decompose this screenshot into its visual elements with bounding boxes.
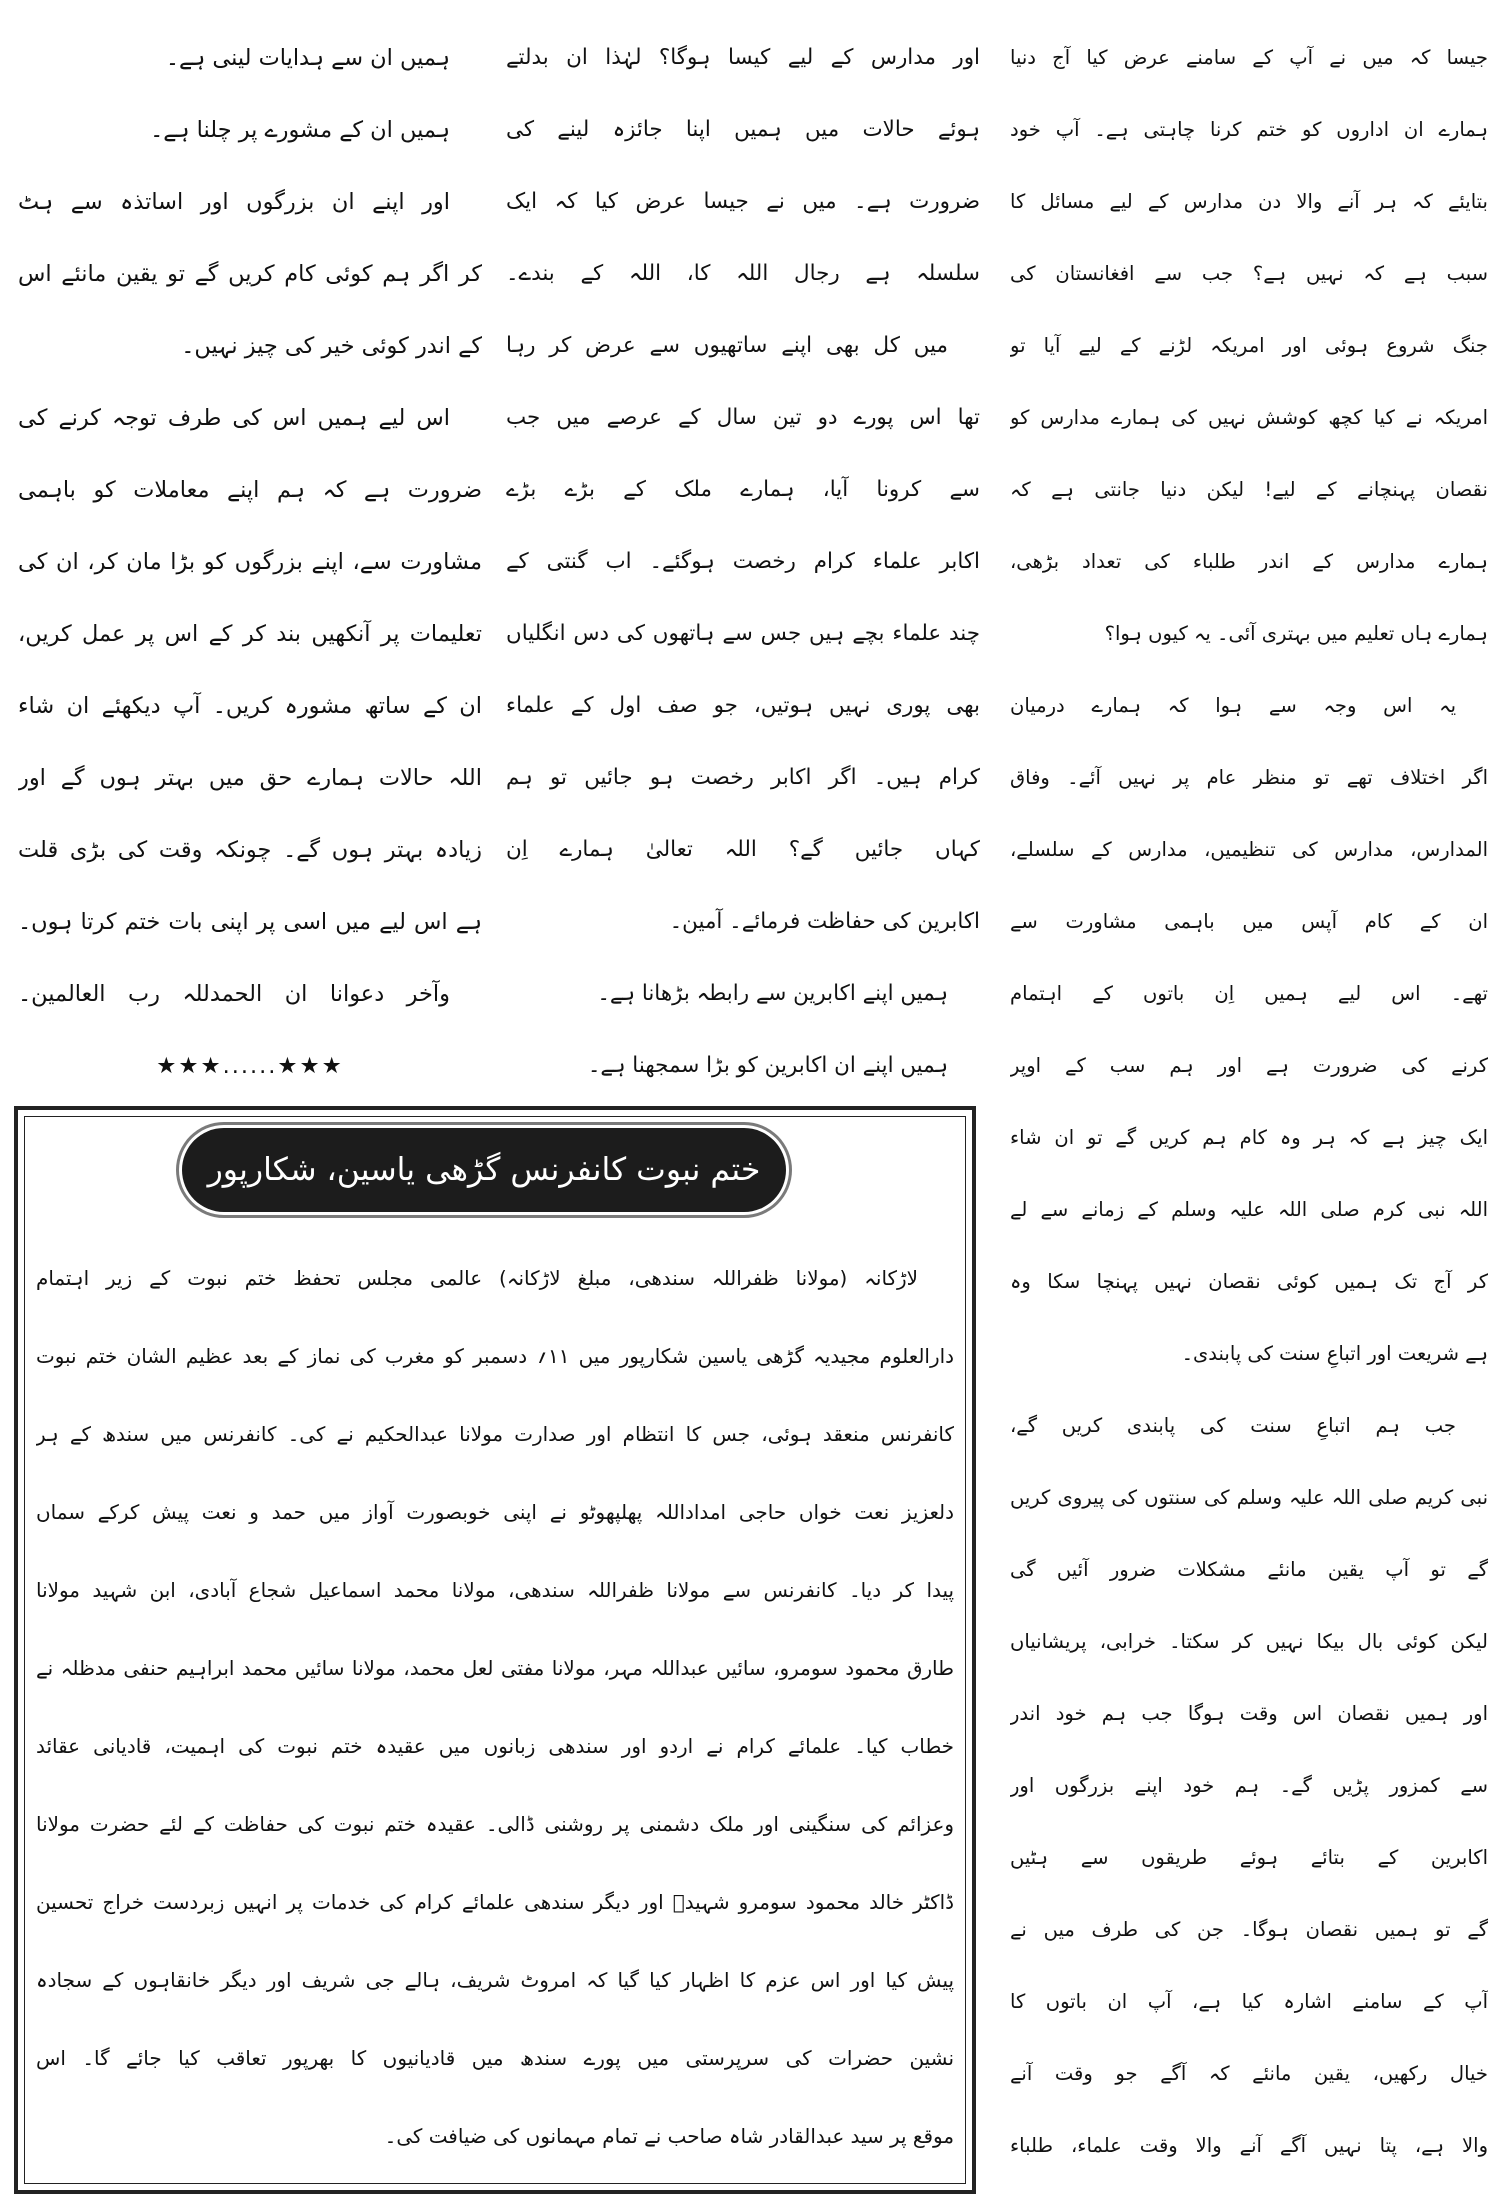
news-box-body bbox=[36, 1240, 954, 2176]
text-line: ہمیں ان کے مشورے پر چلنا ہے۔ bbox=[150, 117, 450, 143]
text-line: بتایئے کہ ہر آنے والا دن مدارس کے لیے مسائل کا bbox=[1010, 190, 1488, 213]
text-line: اللہ نبی کرم صلی اللہ علیہ وسلم کے زمانے سے لے bbox=[1010, 1198, 1488, 1221]
text-line: گے تو ہمیں نقصان ہوگا۔ جن کی طرف میں نے bbox=[1010, 1918, 1488, 1941]
text-line: گے تو آپ یقین مانئے مشکلات ضرور آئیں گی bbox=[1010, 1558, 1488, 1581]
text-line: ہوئے حالات میں ہمیں اپنا جائزہ لینے کی bbox=[506, 117, 980, 142]
text-line: اور مدارس کے لیے کیسا ہوگا؟ لہٰذا ان بدلتے bbox=[506, 45, 980, 70]
text-line: کر آج تک ہمیں کوئی نقصان نہیں پہنچا سکا وہ bbox=[1010, 1270, 1488, 1293]
text-line: جب ہم اتباعِ سنت کی پابندی کریں گے، bbox=[1010, 1414, 1456, 1437]
text-line: دارالعلوم مجیدیہ گڑھی یاسین شکارپور میں ۱۱؍ دسمبر کو مغرب کی نماز کے بعد عظیم الشان ختم نبوت bbox=[36, 1345, 954, 1368]
text-line: المدارس، مدارس کی تنظیمیں، مدارس کے سلسلے، bbox=[1010, 838, 1488, 861]
text-line: اور اپنے ان بزرگوں اور اساتذہ سے ہٹ bbox=[18, 189, 450, 215]
text-line: ہے شریعت اور اتباعِ سنت کی پابندی۔ bbox=[1181, 1342, 1488, 1365]
text-line: یہ اس وجہ سے ہوا کہ ہمارے درمیان bbox=[1010, 694, 1456, 717]
text-line: ایک چیز ہے کہ ہر وہ کام ہم کریں گے تو ان شاء bbox=[1010, 1126, 1488, 1149]
text-line: بھی پوری نہیں ہوتیں، جو صف اول کے علماء bbox=[506, 693, 980, 718]
text-line: خطاب کیا۔ علمائے کرام نے اردو اور سندھی زبانوں میں عقیدہ ختم نبوت کی اہمیت، قادیانی عقائد bbox=[36, 1735, 954, 1758]
text-line: ہمارے مدارس کے اندر طلباء کی تعداد بڑھی، bbox=[1010, 550, 1488, 573]
text-line: نبی کریم صلی اللہ علیہ وسلم کی سنتوں کی پیروی کریں bbox=[1010, 1486, 1488, 1509]
text-line: آپ کے سامنے اشارہ کیا ہے، آپ ان باتوں کا bbox=[1010, 1990, 1488, 2013]
text-line: کرنے کی ضرورت ہے اور ہم سب کے اوپر bbox=[1010, 1054, 1488, 1077]
text-line: ڈاکٹر خالد محمود سومرو شہیدؒ اور دیگر سندھی علمائے کرام کی خدمات پر انہیں زبردست خراج تحسین bbox=[36, 1891, 954, 1914]
text-line: خیال رکھیں، یقین مانئے کہ آگے جو وقت آنے bbox=[1010, 2062, 1488, 2085]
text-line: سلسلہ ہے رجال اللہ کا، اللہ کے بندے۔ bbox=[506, 261, 980, 286]
text-line: لیکن کوئی بال بیکا نہیں کر سکتا۔ خرابی، پریشانیاں bbox=[1010, 1630, 1488, 1653]
article-column-left bbox=[18, 22, 482, 1102]
text-line: دلعزیز نعت خواں حاجی امداداللہ پھلپھوٹو نے اپنی خوبصورت آواز میں حمد و نعت پیش کرکے سماں bbox=[36, 1501, 954, 1524]
article-column-right bbox=[1010, 22, 1488, 2182]
text-line: طارق محمود سومرو، سائیں عبداللہ مہر، مولانا مفتی لعل محمد، مولانا سائیں محمد ابراہیم حنفی مدظلہ نے bbox=[36, 1657, 954, 1680]
text-line: ہمیں ان سے ہدایات لینی ہے۔ bbox=[165, 45, 450, 71]
separator-stars: ★★★......★★★ bbox=[156, 1053, 344, 1079]
text-line: سبب ہے کہ نہیں ہے؟ جب سے افغانستان کی bbox=[1010, 262, 1488, 285]
text-line: ہمارے ہاں تعلیم میں بہتری آئی۔ یہ کیوں ہوا؟ bbox=[1104, 622, 1488, 645]
text-line: جیسا کہ میں نے آپ کے سامنے عرض کیا آج دنیا bbox=[1010, 46, 1488, 69]
text-line: ہمیں اپنے اکابرین سے رابطہ بڑھانا ہے۔ bbox=[597, 981, 948, 1006]
text-line: کہاں جائیں گے؟ اللہ تعالیٰ ہمارے اِن bbox=[506, 837, 980, 862]
news-box-title-banner bbox=[182, 1128, 786, 1212]
text-line: سے کرونا آیا، ہمارے ملک کے بڑے بڑے bbox=[506, 477, 980, 502]
text-line: ان کے ساتھ مشورہ کریں۔ آپ دیکھئے ان شاء bbox=[18, 693, 482, 719]
text-line: اس لیے ہمیں اس کی طرف توجہ کرنے کی bbox=[18, 405, 450, 431]
news-box bbox=[14, 1106, 976, 2194]
text-line: اگر اختلاف تھے تو منظر عام پر نہیں آئے۔ وفاق bbox=[1010, 766, 1488, 789]
text-line: کانفرنس منعقد ہوئی، جس کا انتظام اور صدارت مولانا عبدالحکیم نے کی۔ کانفرنس میں سندھ کے ہر bbox=[36, 1423, 954, 1446]
text-line: ہے اس لیے میں اسی پر اپنی بات ختم کرتا ہوں۔ bbox=[18, 909, 482, 935]
text-line: پیدا کر دیا۔ کانفرنس سے مولانا ظفراللہ سندھی، مولانا محمد اسماعیل شجاع آبادی، ابن شہید مولانا bbox=[36, 1579, 954, 1602]
text-line: ضرورت ہے کہ ہم اپنے معاملات کو باہمی bbox=[18, 477, 482, 503]
text-line: کے اندر کوئی خیر کی چیز نہیں۔ bbox=[181, 333, 482, 359]
text-line: پیش کیا اور اس عزم کا اظہار کیا گیا کہ امروٹ شریف، ہالے جی شریف اور دیگر خانقاہوں کے سجادہ bbox=[36, 1969, 954, 1992]
text-line: نشین حضرات کی سرپرستی میں پورے سندھ میں قادیانیوں کا بھرپور تعاقب کیا جائے گا۔ اس bbox=[36, 2047, 954, 2070]
text-line: والا ہے، پتا نہیں آگے آنے والا وقت علماء، طلباء bbox=[1010, 2134, 1488, 2157]
text-line: ہمارے ان اداروں کو ختم کرنا چاہتی ہے۔ آپ خود bbox=[1010, 118, 1488, 141]
text-line: ان کے کام آپس میں باہمی مشاورت سے bbox=[1010, 910, 1488, 933]
text-line: سے کمزور پڑیں گے۔ ہم خود اپنے بزرگوں اور bbox=[1010, 1774, 1488, 1797]
text-line: ضرورت ہے۔ میں نے جیسا عرض کیا کہ ایک bbox=[506, 189, 980, 214]
text-line: موقع پر سید عبدالقادر شاہ صاحب نے تمام مہمانوں کی ضیافت کی۔ bbox=[384, 2125, 954, 2148]
text-line: جنگ شروع ہوئی اور امریکہ لڑنے کے لیے آیا تو bbox=[1010, 334, 1488, 357]
text-line: اکابرین کی حفاظت فرمائے۔ آمین۔ bbox=[669, 909, 980, 934]
text-line: تھا اس پورے دو تین سال کے عرصے میں جب bbox=[506, 405, 980, 430]
text-line: کر اگر ہم کوئی کام کریں گے تو یقین مانئے اس bbox=[18, 261, 482, 287]
text-line: چند علماء بچے ہیں جس سے ہاتھوں کی دس انگلیاں bbox=[506, 621, 980, 646]
text-line: وعزائم کی سنگینی اور ملک دشمنی پر روشنی ڈالی۔ عقیدہ ختم نبوت کی حفاظت کے لئے حضرت مولانا bbox=[36, 1813, 954, 1836]
text-line: تعلیمات پر آنکھیں بند کر کے اس پر عمل کریں، bbox=[18, 621, 482, 647]
article-column-middle bbox=[506, 22, 980, 1102]
text-line: ہمیں اپنے ان اکابرین کو بڑا سمجھنا ہے۔ bbox=[587, 1053, 948, 1078]
news-box-title: ختم نبوت کانفرنس گڑھی یاسین، شکارپور bbox=[207, 1152, 761, 1188]
text-line: میں کل بھی اپنے ساتھیوں سے عرض کر رہا bbox=[506, 333, 948, 358]
text-line: نقصان پہنچانے کے لیے! لیکن دنیا جانتی ہے کہ bbox=[1010, 478, 1488, 501]
text-line: مشاورت سے، اپنے بزرگوں کو بڑا مان کر، ان کی bbox=[18, 549, 482, 575]
text-line: اکابر علماء کرام رخصت ہوگئے۔ اب گنتی کے bbox=[506, 549, 980, 574]
text-line: اللہ حالات ہمارے حق میں بہتر ہوں گے اور bbox=[18, 765, 482, 791]
text-line: امریکہ نے کیا کچھ کوشش نہیں کی ہمارے مدارس کو bbox=[1010, 406, 1488, 429]
text-line: کرام ہیں۔ اگر اکابر رخصت ہو جائیں تو ہم bbox=[506, 765, 980, 790]
text-line: اکابرین کے بتائے ہوئے طریقوں سے ہٹیں bbox=[1010, 1846, 1488, 1869]
text-line: تھے۔ اس لیے ہمیں اِن باتوں کے اہتمام bbox=[1010, 982, 1488, 1005]
text-line: وآخر دعوانا ان الحمدللہ رب العالمین۔ bbox=[18, 981, 450, 1007]
text-line: اور ہمیں نقصان اس وقت ہوگا جب ہم خود اندر bbox=[1010, 1702, 1488, 1725]
text-line: لاڑکانہ (مولانا ظفراللہ سندھی، مبلغ لاڑکانہ) عالمی مجلس تحفظ ختم نبوت کے زیر اہتمام bbox=[36, 1267, 918, 1290]
text-line: زیادہ بہتر ہوں گے۔ چونکہ وقت کی بڑی قلت bbox=[18, 837, 482, 863]
